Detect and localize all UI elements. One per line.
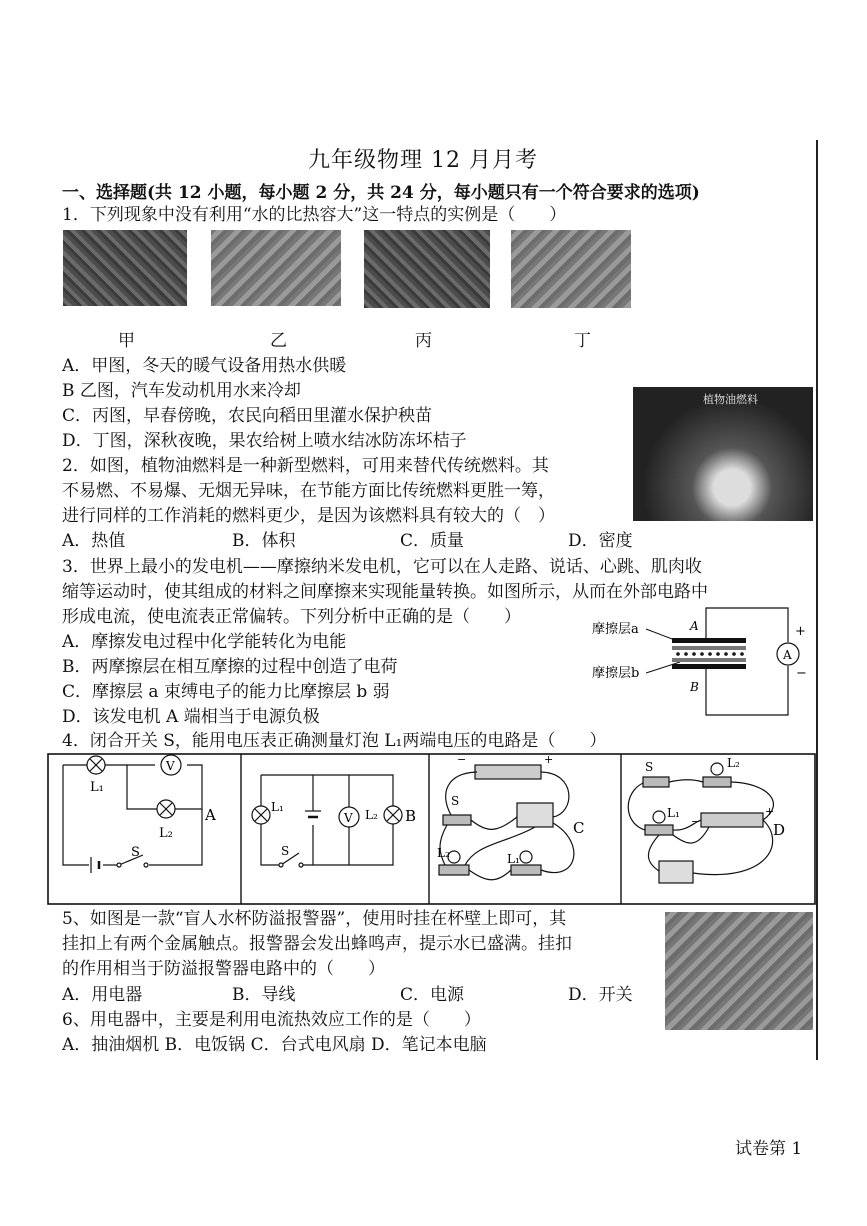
circuit-b-letter: B (405, 807, 417, 825)
section-heading: 一、选择题(共 12 小题，每小题 2 分，共 24 分，每小题只有一个符合要求的选项) (62, 183, 700, 203)
q2-line-2: 不易燃、不易爆、无烟无异味，在节能方面比传统燃料更胜一筹， (62, 481, 555, 501)
circuit-a-letter: A (205, 806, 216, 824)
plate-bottom (672, 664, 746, 669)
q1-photo-yi (211, 230, 341, 306)
q3-line-2: 缩等运动时，使其组成的材料之间摩擦来实现能量转换。如图所示，从而在外部电路中 (62, 582, 708, 602)
circuit-a-l1: L₁ (90, 780, 104, 795)
q3-line-3: 形成电流，使电流表正常偏转。下列分析中正确的是（ ） (62, 607, 521, 627)
q3-line-1: 3．世界上最小的发电机——摩擦纳米发电机，它可以在人走路、说话、心跳、肌肉收 (62, 557, 702, 577)
q1-caption-yi: 乙 (270, 331, 287, 351)
q1-option-c: C．丙图，早春傍晚，农民向稻田里灌水保护秧苗 (62, 406, 433, 426)
end-a-label: A (690, 619, 699, 633)
q2-line-3: 进行同样的工作消耗的燃料更少，是因为该燃料具有较大的（ ） (62, 506, 555, 526)
circuit-b-voltmeter: V (344, 811, 353, 825)
q5-line-2: 挂扣上有两个金属触点。报警器会发出蜂鸣声，提示水已盛满。挂扣 (62, 934, 572, 954)
q2-option-c: C．质量 (400, 531, 465, 551)
page-right-border (816, 140, 818, 1060)
layer-a-label: 摩擦层a (592, 622, 639, 637)
q1-caption-ding: 丁 (574, 331, 591, 351)
circuit-c-l2: L₂ (437, 846, 450, 860)
ammeter-minus: − (796, 666, 807, 681)
circuit-b-switch: S (281, 844, 290, 858)
q1-photo-jia (63, 230, 187, 306)
q4-stem: 4．闭合开关 S，能用电压表正确测量灯泡 L₁两端电压的电路是（ ） (62, 731, 607, 751)
page-title: 九年级物理 12 月月考 (308, 148, 538, 173)
q1-photo-ding (511, 230, 631, 308)
q1-caption-bing: 丙 (415, 331, 432, 351)
circuit-d-l1: L₁ (667, 806, 680, 820)
q5-option-a: A．用电器 (62, 985, 143, 1005)
ammeter-plus: + (795, 624, 806, 639)
circuit-c-switch: S (451, 794, 460, 808)
q5-photo-cup-alarm (665, 912, 813, 1030)
q2-photo-label: 植物油燃料 (703, 393, 758, 406)
q5-line-1: 5、如图是一款“盲人水杯防溢报警器”，使用时挂在杯壁上即可，其 (62, 909, 567, 929)
ammeter-label: A (783, 648, 792, 662)
circuit-d-l2: L₂ (727, 756, 740, 770)
q1-option-b: B 乙图，汽车发动机用水来冷却 (62, 381, 301, 401)
circuit-a-switch: S (131, 845, 140, 860)
q6-stem: 6、用电器中，主要是利用电流热效应工作的是（ ） (62, 1010, 481, 1030)
q1-photo-bing (364, 230, 490, 308)
q5-option-b: B．导线 (232, 985, 296, 1005)
q1-option-d: D．丁图，深秋夜晚，果农给树上喷水结冰防冻坏桔子 (62, 431, 467, 451)
q2-option-a: A．热值 (62, 531, 126, 551)
q2-option-d: D．密度 (568, 531, 633, 551)
circuit-b-l1: L₁ (271, 800, 284, 814)
layer-b-label: 摩擦层b (592, 666, 640, 681)
q5-line-3: 的作用相当于防溢报警器电路中的（ ） (62, 959, 385, 979)
circuit-a-voltmeter: V (166, 759, 175, 773)
circuit-d-plus: + (765, 805, 775, 818)
q5-option-c: C．电源 (400, 985, 465, 1005)
circuit-d-minus: − (691, 815, 701, 828)
wire-bottom (706, 666, 788, 715)
plate-top (672, 638, 746, 643)
charge-dots (676, 652, 744, 656)
circuit-d (628, 763, 773, 883)
page-number: 试卷第 1 (735, 1139, 803, 1159)
circuit-d-switch: S (645, 760, 654, 774)
circuit-c-plus: + (544, 753, 554, 766)
end-b-label: B (690, 680, 699, 694)
q2-option-b: B．体积 (232, 531, 296, 551)
circuit-a-l2: L₂ (159, 826, 173, 841)
q1-option-a: A．甲图，冬天的暖气设备用热水供暖 (62, 356, 347, 376)
q3-option-c: C．摩擦层 a 束缚电子的能力比摩擦层 b 弱 (62, 682, 390, 702)
q1-stem: 1．下列现象中没有利用“水的比热容大”这一特点的实例是（ ） (62, 205, 567, 225)
circuit-b-l2: L₂ (365, 808, 378, 822)
circuit-d-letter: D (773, 821, 786, 839)
q1-caption-jia: 甲 (118, 331, 135, 351)
q3-option-a: A．摩擦发电过程中化学能转化为电能 (62, 632, 347, 652)
circuit-b (252, 775, 402, 867)
circuit-c-letter: C (573, 819, 585, 837)
q5-option-d: D．开关 (568, 985, 633, 1005)
circuit-c-minus: − (457, 753, 467, 766)
circuit-c-l1: L₁ (507, 852, 520, 866)
layer-a (672, 646, 746, 650)
layer-b (672, 658, 746, 662)
q2-line-1: 2．如图，植物油燃料是一种新型燃料，可用来替代传统燃料。其 (62, 456, 549, 476)
q6-options: A．抽油烟机 B．电饭锅 C．台式电风扇 D．笔记本电脑 (62, 1035, 487, 1055)
q3-nanogenerator-diagram (590, 600, 815, 722)
wire-top (706, 608, 788, 642)
q3-option-d: D．该发电机 A 端相当于电源负极 (62, 707, 320, 727)
q4-circuit-options (47, 753, 817, 905)
q2-photo-oil-fuel (633, 387, 813, 521)
q3-option-b: B．两摩擦层在相互摩擦的过程中创造了电荷 (62, 657, 398, 677)
